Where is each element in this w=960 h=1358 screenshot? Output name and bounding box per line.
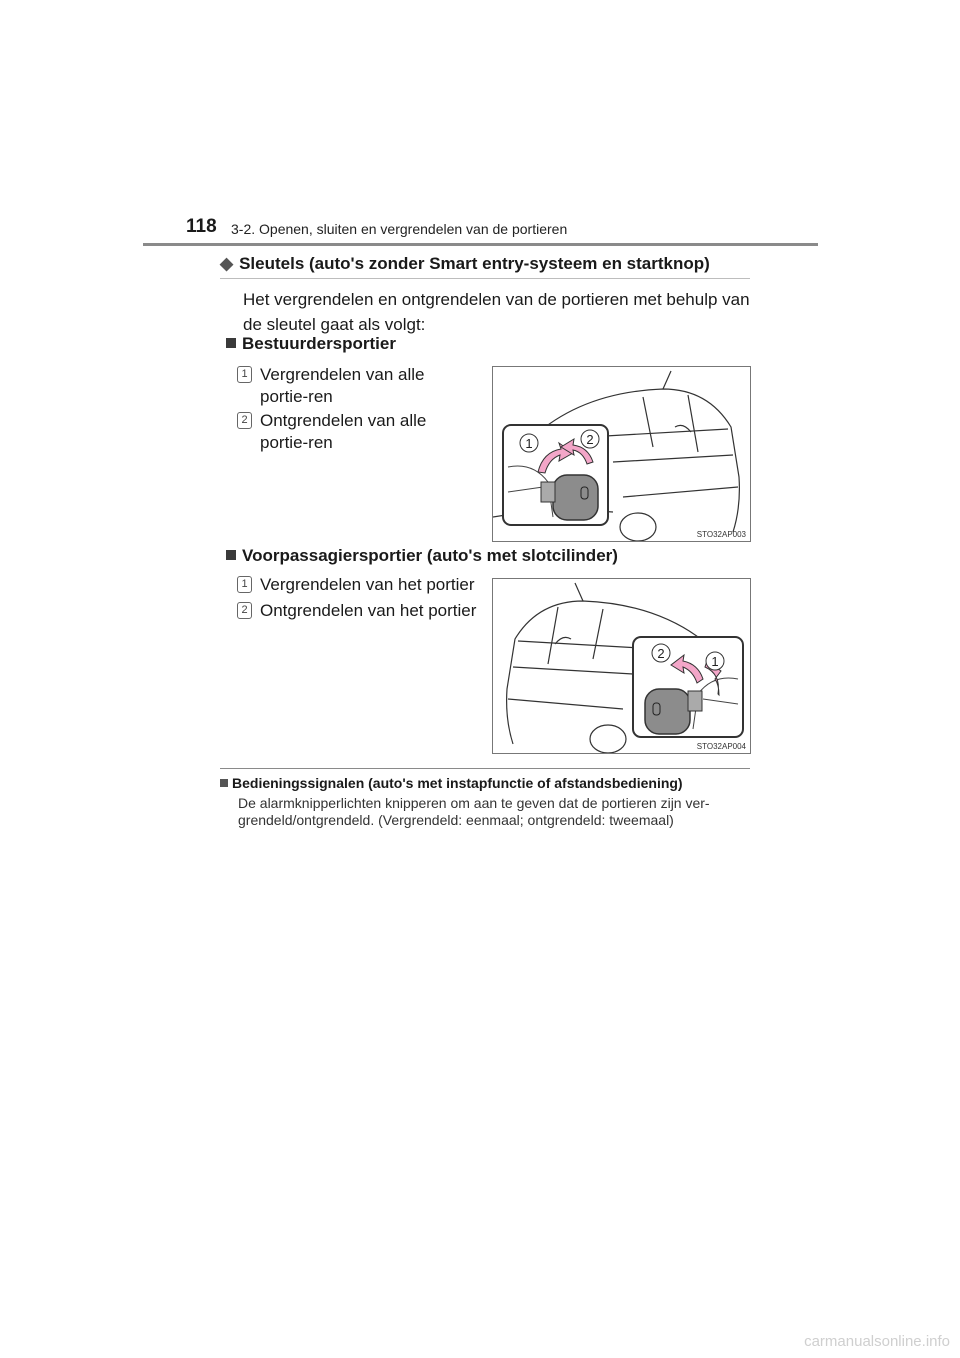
note-body: De alarmknipperlichten knipperen om aan te geven dat de portieren zijn ver-grendeld/ontgrendeld. (Vergrendeld: eenmaal; ontgrendeld: tweemaal) (238, 795, 710, 828)
header-divider (143, 243, 818, 246)
driver-step-1 (237, 364, 477, 408)
square-bullet-icon (226, 338, 236, 348)
step-number-badge: 1 (237, 576, 252, 593)
step-text: Ontgrendelen van alle portie-ren (260, 411, 427, 452)
figure-code: STO32AP004 (696, 742, 746, 751)
passenger-step-1 (237, 574, 477, 596)
watermark: carmanualsonline.info (804, 1333, 950, 1350)
header-section-title: 3-2. Openen, sluiten en vergrendelen van de portieren (231, 221, 568, 237)
callout-2: 2 (586, 432, 594, 447)
intro-paragraph: Het vergrendelen en ontgrendelen van de portieren met behulp van de sleutel gaat als volgt: (243, 290, 750, 334)
section-heading (220, 254, 710, 274)
passenger-door-illustration (493, 579, 750, 753)
step-text: Vergrendelen van het portier (260, 575, 475, 594)
heading-divider (220, 278, 750, 279)
driver-door-heading (226, 334, 396, 354)
driver-step-2 (237, 410, 477, 454)
step-number-badge: 1 (237, 366, 252, 383)
note-heading (220, 775, 683, 791)
square-bullet-icon (220, 779, 228, 787)
step-text: Vergrendelen van alle portie-ren (260, 365, 425, 406)
callout-1: 1 (525, 436, 533, 451)
passenger-door-heading-text: Voorpassagiersportier (auto's met slotcilinder) (242, 546, 618, 565)
page-number: 118 (186, 216, 217, 237)
callout-1: 1 (711, 654, 719, 669)
driver-door-figure (492, 366, 751, 542)
note-heading-text: Bedieningssignalen (auto's met instapfunctie of afstandsbediening) (232, 775, 683, 791)
step-number-badge: 2 (237, 412, 252, 429)
passenger-door-figure (492, 578, 751, 754)
passenger-door-heading (226, 546, 618, 566)
step-text: Ontgrendelen van het portier (260, 601, 477, 620)
note-divider (220, 768, 750, 769)
diamond-bullet-icon: ◆ (220, 254, 234, 273)
driver-door-illustration (493, 367, 750, 541)
section-heading-text: Sleutels (auto's zonder Smart entry-systeem en startknop) (239, 254, 710, 273)
square-bullet-icon (226, 550, 236, 560)
step-number-badge: 2 (237, 602, 252, 619)
callout-2: 2 (657, 646, 665, 661)
figure-code: STO32AP003 (696, 530, 746, 539)
passenger-step-2 (237, 600, 477, 622)
driver-door-heading-text: Bestuurdersportier (242, 334, 396, 353)
